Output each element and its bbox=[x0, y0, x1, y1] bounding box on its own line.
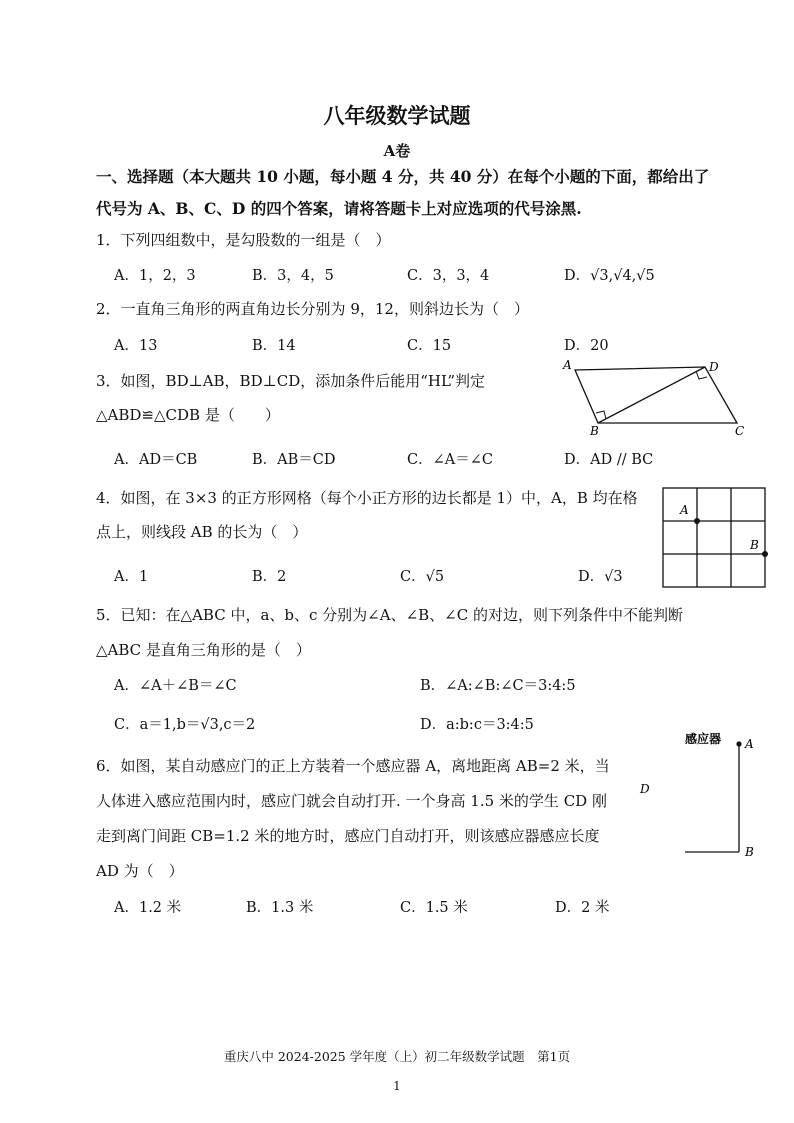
question-3-option-d: D．AD // BC bbox=[564, 452, 654, 468]
right-angle-mark-b bbox=[596, 411, 606, 419]
question-4-figure bbox=[662, 487, 772, 592]
question-3-option-a: A．AD＝CB bbox=[114, 452, 198, 468]
question-1-option-d: D．√3,√4,√5 bbox=[564, 268, 655, 284]
question-6-option-c: C．1.5 米 bbox=[400, 900, 468, 916]
question-5-option-a: A．∠A＋∠B＝∠C bbox=[114, 678, 237, 694]
question-3-option-c: C．∠A＝∠C bbox=[407, 452, 493, 468]
question-1-text: 1．下列四组数中，是勾股数的一组是（ ） bbox=[96, 231, 391, 249]
sensor-point-a bbox=[736, 741, 741, 746]
question-3-figure bbox=[560, 355, 760, 440]
figure-label-b: B bbox=[750, 538, 759, 552]
page-subtitle: A卷 bbox=[383, 142, 411, 160]
question-2-option-a: A．13 bbox=[114, 338, 158, 354]
question-3-option-b: B．AB＝CD bbox=[252, 452, 336, 468]
question-5-option-b: B．∠A:∠B:∠C＝3:4:5 bbox=[420, 678, 576, 694]
diagonal-bd bbox=[598, 367, 705, 423]
figure-label-d: D bbox=[640, 782, 650, 796]
grid-point-b bbox=[762, 551, 768, 557]
question-4-option-a: A．1 bbox=[114, 569, 149, 585]
question-3-text-line-2: △ABD≌△CDB 是（ ） bbox=[96, 406, 280, 424]
question-3-text-line-1: 3．如图，BD⊥AB，BD⊥CD，添加条件后能用“HL”判定 bbox=[96, 372, 485, 390]
question-2-option-c: C．15 bbox=[407, 338, 452, 354]
question-1-option-b: B．3，4，5 bbox=[252, 268, 334, 284]
page-footer: 重庆八中 2024-2025 学年度（上）初二年级数学试题 第1页 bbox=[223, 1049, 571, 1064]
page-number: 1 bbox=[393, 1079, 401, 1093]
question-5-text-line-1: 5．已知：在△ABC 中，a、b、c 分别为∠A、∠B、∠C 的对边，则下列条件中不能判断 bbox=[96, 606, 683, 624]
question-4-option-b: B．2 bbox=[252, 569, 287, 585]
figure-label-a: A bbox=[745, 737, 754, 751]
section-heading-line-2: 代号为 A、B、C、D 的四个答案，请将答题卡上对应选项的代号涂黑. bbox=[96, 199, 582, 218]
question-1-option-a: A．1，2，3 bbox=[114, 268, 196, 284]
question-2-option-b: B．14 bbox=[252, 338, 296, 354]
right-angle-mark-d bbox=[696, 371, 707, 379]
figure-label-a: A bbox=[680, 503, 689, 517]
question-5-option-c: C．a＝1,b＝√3,c＝2 bbox=[114, 717, 256, 733]
question-4-text-line-2: 点上，则线段 AB 的长为（ ） bbox=[96, 523, 308, 541]
question-6-text-line-4: AD 为（ ） bbox=[96, 862, 184, 880]
grid-point-a bbox=[694, 518, 700, 524]
figure-label-d: D bbox=[709, 360, 719, 374]
question-4-option-c: C．√5 bbox=[400, 569, 445, 585]
figure-label-b: B bbox=[590, 424, 599, 438]
question-6-option-a: A．1.2 米 bbox=[114, 900, 182, 916]
section-heading-line-1: 一、选择题（本大题共 10 小题，每小题 4 分，共 40 分）在每个小题的下面，都给出了 bbox=[96, 167, 710, 186]
sensor-label: 感应器 bbox=[685, 732, 722, 746]
question-1-option-c: C．3，3，4 bbox=[407, 268, 490, 284]
question-6-figure bbox=[635, 728, 775, 863]
figure-label-b: B bbox=[745, 845, 754, 859]
question-2-option-d: D．20 bbox=[564, 338, 609, 354]
question-6-text-line-3: 走到离门间距 CB=1.2 米的地方时，感应门自动打开，则该感应器感应长度 bbox=[96, 827, 600, 845]
question-6-text-line-1: 6．如图，某自动感应门的正上方装着一个感应器 A，离地距离 AB=2 米，当 bbox=[96, 757, 610, 775]
page-title: 八年级数学试题 bbox=[323, 103, 471, 128]
question-4-text-line-1: 4．如图，在 3×3 的正方形网格（每个小正方形的边长都是 1）中，A，B 均在格 bbox=[96, 489, 638, 507]
parallelogram-abcd bbox=[575, 367, 737, 423]
question-6-option-b: B．1.3 米 bbox=[246, 900, 314, 916]
question-5-option-d: D．a:b:c＝3:4:5 bbox=[420, 717, 534, 733]
figure-label-a: A bbox=[563, 358, 572, 372]
question-5-text-line-2: △ABC 是直角三角形的是（ ） bbox=[96, 641, 311, 659]
question-4-option-d: D．√3 bbox=[578, 569, 623, 585]
figure-label-c: C bbox=[735, 424, 745, 438]
question-6-text-line-2: 人体进入感应范围内时，感应门就会自动打开. 一个身高 1.5 米的学生 CD 刚 bbox=[96, 792, 607, 810]
question-2-text: 2．一直角三角形的两直角边长分别为 9，12，则斜边长为（ ） bbox=[96, 300, 529, 318]
question-6-option-d: D．2 米 bbox=[555, 900, 610, 916]
